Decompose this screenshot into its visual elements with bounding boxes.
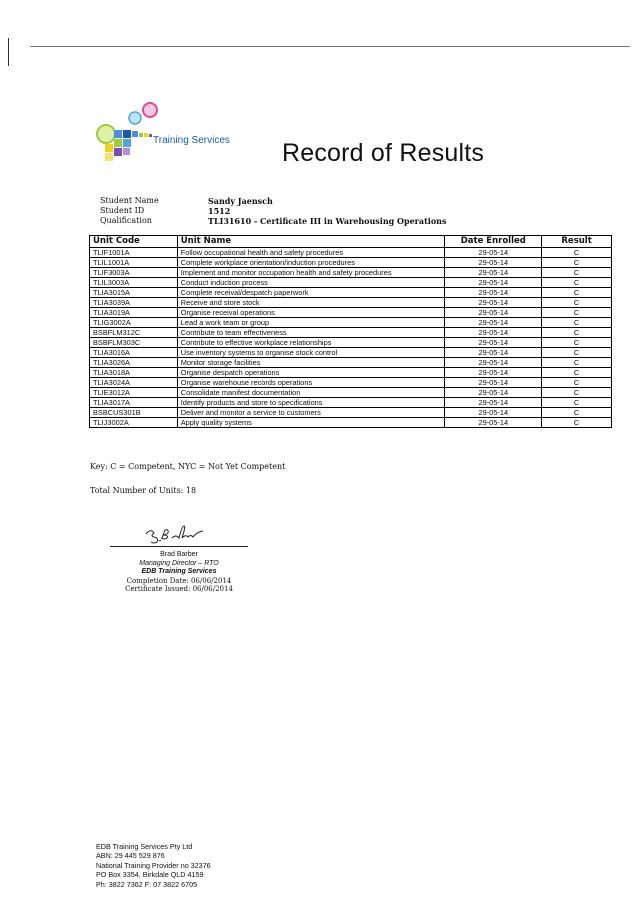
unit-name: Receive and store stock xyxy=(177,298,445,308)
table-row xyxy=(90,318,612,328)
unit-code: TLIL1001A xyxy=(90,258,178,268)
date-enrolled: 29-05-14 xyxy=(445,368,542,378)
result: C xyxy=(542,378,612,388)
table-row xyxy=(90,368,612,378)
unit-name: Apply quality systems xyxy=(177,418,445,428)
date-enrolled: 29-05-14 xyxy=(445,258,542,268)
unit-code: TLIA3019A xyxy=(90,308,178,318)
scan-mark xyxy=(8,38,9,66)
result: C xyxy=(542,408,612,418)
logo-text: Training Services xyxy=(153,135,230,146)
page-title: Record of Results xyxy=(282,139,485,167)
unit-code: TLIL3003A xyxy=(90,278,178,288)
date-enrolled: 29-05-14 xyxy=(445,398,542,408)
table-row xyxy=(90,288,612,298)
completion-date: Completion Date: 06/06/2014 xyxy=(126,576,232,585)
date-enrolled: 29-05-14 xyxy=(445,408,542,418)
unit-code: BSBCUS301B xyxy=(90,408,178,418)
unit-code: TLIA3024A xyxy=(90,378,178,388)
qualification: TLI31610 - Certificate III in Warehousing Operations xyxy=(208,216,447,226)
result: C xyxy=(542,318,612,328)
student-name-label: Student Name xyxy=(100,196,159,205)
col-header-result: Result xyxy=(542,236,612,248)
date-enrolled: 29-05-14 xyxy=(445,348,542,358)
unit-code: TLIF1001A xyxy=(90,248,178,258)
unit-code: BSBFLM312C xyxy=(90,328,178,338)
date-enrolled: 29-05-14 xyxy=(445,308,542,318)
unit-code: TLIA3016A xyxy=(90,348,178,358)
result: C xyxy=(542,358,612,368)
table-header-row xyxy=(90,236,612,248)
unit-name: Organise receival operations xyxy=(177,308,445,318)
date-enrolled: 29-05-14 xyxy=(445,268,542,278)
results-table xyxy=(89,235,612,428)
result: C xyxy=(542,288,612,298)
result-key: Key: C = Competent, NYC = Not Yet Competent xyxy=(90,462,286,471)
result: C xyxy=(542,348,612,358)
unit-code: TLIA3015A xyxy=(90,288,178,298)
date-enrolled: 29-05-14 xyxy=(445,388,542,398)
date-enrolled: 29-05-14 xyxy=(445,338,542,348)
result: C xyxy=(542,248,612,258)
footer-provider-no: National Training Provider no 32376 xyxy=(96,860,211,870)
unit-name: Conduct induction process xyxy=(177,278,445,288)
unit-code: TLIG3002A xyxy=(90,318,178,328)
unit-name: Organise warehouse records operations xyxy=(177,378,445,388)
signer-name: Brad Barber xyxy=(160,551,198,558)
certificate-issued: Certificate Issued: 06/06/2014 xyxy=(125,585,233,594)
result: C xyxy=(542,328,612,338)
table-row xyxy=(90,278,612,288)
table-row xyxy=(90,378,612,388)
table-row xyxy=(90,248,612,258)
unit-name: Complete receival/despatch paperwork xyxy=(177,288,445,298)
table-row xyxy=(90,338,612,348)
unit-name: Lead a work team or group xyxy=(177,318,445,328)
unit-code: TLIA3026A xyxy=(90,358,178,368)
table-row xyxy=(90,308,612,318)
result: C xyxy=(542,338,612,348)
footer-company: EDB Training Services Pty Ltd xyxy=(96,842,193,851)
unit-code: TLIA3017A xyxy=(90,398,178,408)
unit-name: Use inventory systems to organise stock control xyxy=(177,348,445,358)
result: C xyxy=(542,268,612,278)
date-enrolled: 29-05-14 xyxy=(445,288,542,298)
unit-name: Contribute to effective workplace relationships xyxy=(177,338,445,348)
table-row xyxy=(90,398,612,408)
unit-name: Monitor storage facilities xyxy=(177,358,445,368)
table-row xyxy=(90,298,612,308)
date-enrolled: 29-05-14 xyxy=(445,328,542,338)
signer-block xyxy=(110,551,248,594)
signature-line xyxy=(110,546,248,547)
unit-code: TLIA3039A xyxy=(90,298,178,308)
result: C xyxy=(542,418,612,428)
col-header-date-enrolled: Date Enrolled xyxy=(445,236,542,248)
table-row xyxy=(90,258,612,268)
result: C xyxy=(542,278,612,288)
table-row xyxy=(90,388,612,398)
date-enrolled: 29-05-14 xyxy=(445,278,542,288)
unit-name: Identify products and store to specifications xyxy=(177,398,445,408)
result: C xyxy=(542,308,612,318)
unit-code: TLIA3018A xyxy=(90,368,178,378)
signature xyxy=(142,520,212,544)
unit-code: TLIF3003A xyxy=(90,268,178,278)
result: C xyxy=(542,388,612,398)
student-info xyxy=(100,196,446,226)
table-row xyxy=(90,328,612,338)
result: C xyxy=(542,298,612,308)
table-row xyxy=(90,348,612,358)
unit-name: Complete workplace orientation/induction procedures xyxy=(177,258,445,268)
result: C xyxy=(542,368,612,378)
unit-name: Implement and monitor occupation health and safety procedures xyxy=(177,268,445,278)
col-header-unit-code: Unit Code xyxy=(90,236,178,248)
total-units: Total Number of Units: 18 xyxy=(90,486,197,495)
date-enrolled: 29-05-14 xyxy=(445,358,542,368)
table-row xyxy=(90,268,612,278)
table-row xyxy=(90,418,612,428)
unit-name: Follow occupational health and safety procedures xyxy=(177,248,445,258)
unit-code: TLIE3012A xyxy=(90,388,178,398)
table-row xyxy=(90,408,612,418)
result: C xyxy=(542,398,612,408)
footer-phone: Ph: 3822 7362 F: 07 3822 6705 xyxy=(96,879,198,889)
unit-code: TLIJ3002A xyxy=(90,418,178,428)
footer-po-box: PO Box 3354, Birkdale QLD 4159 xyxy=(96,870,204,880)
footer-address xyxy=(96,842,211,889)
student-name: Sandy Jaensch xyxy=(208,196,273,206)
unit-name: Consolidate manifest documentation xyxy=(177,388,445,398)
top-rule xyxy=(30,46,630,47)
student-id: 1512 xyxy=(208,206,231,216)
date-enrolled: 29-05-14 xyxy=(445,248,542,258)
date-enrolled: 29-05-14 xyxy=(445,418,542,428)
date-enrolled: 29-05-14 xyxy=(445,378,542,388)
result: C xyxy=(542,258,612,268)
signer-org: EDB Training Services xyxy=(141,568,217,576)
signer-role: Managing Director – RTO xyxy=(139,559,219,567)
unit-name: Deliver and monitor a service to customers xyxy=(177,408,445,418)
col-header-unit-name: Unit Name xyxy=(177,236,445,248)
unit-name: Organise despatch operations xyxy=(177,368,445,378)
student-id-label: Student ID xyxy=(100,206,145,215)
unit-code: BSBFLM303C xyxy=(90,338,178,348)
date-enrolled: 29-05-14 xyxy=(445,318,542,328)
qualification-label: Qualification xyxy=(100,216,152,225)
unit-name: Contribute to team effectiveness xyxy=(177,328,445,338)
date-enrolled: 29-05-14 xyxy=(445,298,542,308)
footer-abn: ABN: 29 445 529 876 xyxy=(96,851,165,861)
table-row xyxy=(90,358,612,368)
